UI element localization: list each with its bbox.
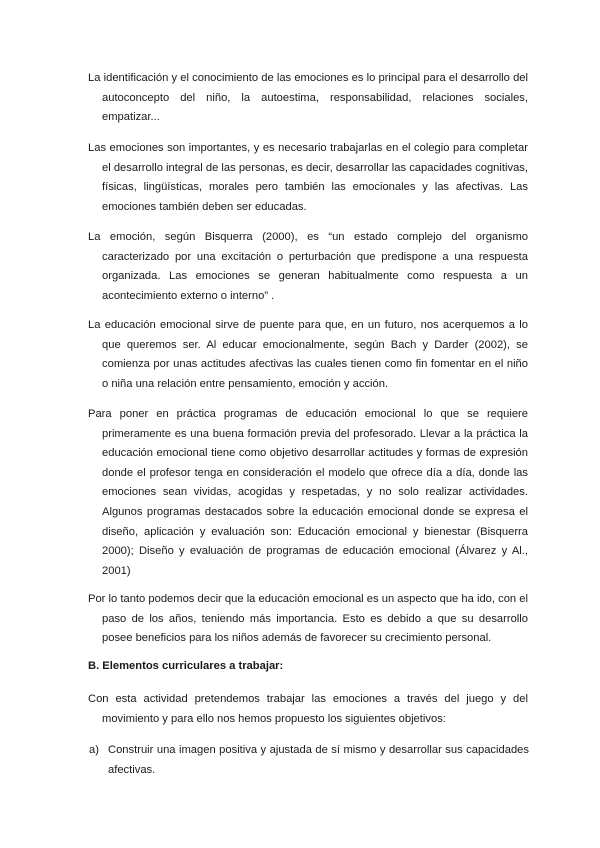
paragraph-emotional-education: La educación emocional sirve de puente para que, en un futuro, nos acerquemos a lo que queremos ser. Al educar emocionalmente, según Bach y Darder (2002), se comienza por unas actitudes afectivas las cuales tienen como fin fomentar en el niño o niña una relación entre pensamiento, emoción y acción. <box>88 319 528 390</box>
paragraph-emotions-importance: Las emociones son importantes, y es necesario trabajarlas en el colegio para completar el desarrollo integral de las personas, es decir, desarrollar las capacidades cognitivas, físicas, lingüísticas, morales pero también las emocionales y las afectivas. Las emociones también deben ser educadas. <box>88 142 528 213</box>
section-heading: B. Elementos curriculares a trabajar: <box>88 660 284 672</box>
list-item-text: Construir una imagen positiva y ajustada de sí mismo y desarrollar sus capacidades afectivas. <box>108 744 529 776</box>
paragraph-emotion-definition: La emoción, según Bisquerra (2000), es “un estado complejo del organismo caracterizado por una excitación o perturbación que predispone a una respuesta organizada. Las emociones se generan habitualmente como respuesta a un acontecimiento externo o interno” . <box>88 231 528 302</box>
paragraph-programs: Para poner en práctica programas de educación emocional lo que se requiere primeramente es una buena formación previa del profesorado. Llevar a la práctica la educación emocional tiene como objetivo desarrollar actitudes y formas de expresión donde el profesor tenga en consideración el modelo que ofrece día a día, donde las emociones sean vividas, acogidas y respetadas, y no solo realizar actividades. Algunos programas destacados sobre la educación emocional donde se expresa el diseño, aplicación y evaluación son: Educación emocional y bienestar (Bisquerra 2000); Diseño y evaluación de programas de educación emocional (Álvarez y Al., 2001) <box>88 408 528 577</box>
list-item <box>89 741 529 780</box>
list-marker: a) <box>89 744 99 756</box>
paragraph-conclusion: Por lo tanto podemos decir que la educación emocional es un aspecto que ha ido, con el paso de los años, teniendo más importancia. Esto es debido a que su desarrollo posee beneficios para los niños además de favorecer su crecimiento personal. <box>88 593 528 645</box>
paragraph-emotion-identification: La identificación y el conocimiento de las emociones es lo principal para el desarrollo del autoconcepto del niño, la autoestima, responsabilidad, relaciones sociales, empatizar... <box>88 72 528 124</box>
paragraph-intro: Con esta actividad pretendemos trabajar las emociones a través del juego y del movimiento y para ello nos hemos propuesto los siguientes objetivos: <box>88 693 528 725</box>
